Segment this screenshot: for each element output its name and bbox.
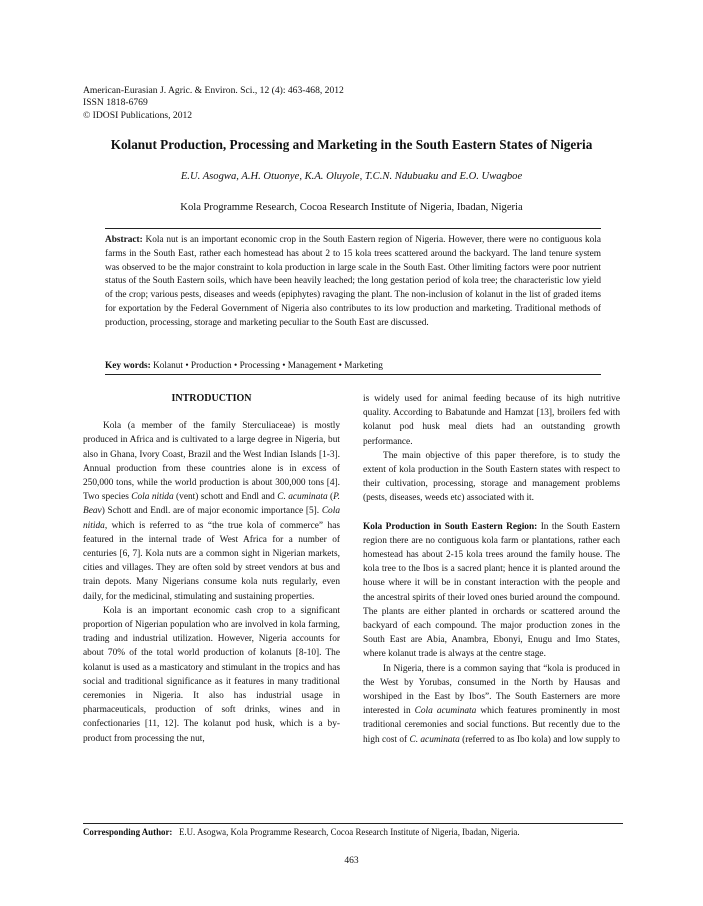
paper-title: Kolanut Production, Processing and Marketing in the South Eastern States of Nigeria: [110, 137, 593, 152]
paper-affiliation: Kola Programme Research, Cocoa Research Institute of Nigeria, Ibadan, Nigeria: [180, 202, 523, 213]
issn: ISSN 1818-6769: [83, 97, 148, 109]
introduction-heading: INTRODUCTION: [171, 393, 252, 404]
abstract-text: Kola nut is an important economic crop in the South Eastern region of Nigeria. However, there were no contiguous kola farms in the South East, rather each homestead has about 2 to 15 kola trees scattered around the backyard. The land tenure system was observed to be the major constraint to kola production in large scale in the South East. Other limiting factors were poor nutrient status of the South Eastern soils, which have been heavily leached; the long gestation period of kola tree; the characteristic low yield of the crop; various pests, diseases and weeds (epiphytes) ravaging the plant. The non-inclusion of kolanut in the list of graded items for exportation by the Federal Government of Nigeria also contributes to its low production and marketing. Traditional methods of production, processing, storage and marketing peculiar to the South East are discussed.: [105, 235, 601, 328]
journal-header: [83, 85, 344, 122]
keywords-list: Kolanut • Production • Processing • Management • Marketing: [153, 361, 383, 371]
abstract-top-rule: [105, 228, 601, 229]
section-heading: Kola Production in South Eastern Region:: [363, 521, 538, 532]
intro-paragraph-2: Kola is an important economic cash crop to a significant proportion of Nigerian population who are involved in kola farming, trading and industrial utilization. However, Nigeria accounts for about 70% of the total world production of kolanuts [8-10]. The kolanut is used as a masticatory and stimulant in the tropics and has social and traditional significance as it features in many traditional ceremonies in Nigeria. It also has industrial usage in pharmaceuticals, production of soft drinks, wines and in confectionaries [11, 12]. The kolanut pod husk, which is a by-product from processing the nut,: [83, 605, 340, 744]
corresponding-author-label: Corresponding Author:: [83, 827, 173, 837]
right-paragraph-4: In Nigeria, there is a common saying that “kola is produced in the West by Yorubas, consumed in the North by Hausas and worshiped in the East by Ibos”. The South Easterners are more interested in Cola acuminata which features prominently in most traditional ceremonies and social functions. But recently due to the high cost of C. acuminata (referred to as Ibo kola) and low supply to: [363, 663, 620, 745]
abstract-label: Abstract:: [105, 235, 143, 245]
right-paragraph-1: is widely used for animal feeding because of its high nutritive quality. According to Babatunde and Hamzat [13], broilers fed with kolanut pod husk meal diets had an outstanding growth performance.: [363, 394, 620, 447]
intro-paragraph-1: Kola (a member of the family Sterculiaceae) is mostly produced in Africa and is cultivated to a large degree in Nigeria, but also in Ghana, Ivory Coast, Brazil and the West Indian Islands [1-3]. Annual production from these countries alone is in excess of 250,000 tons, while the world production is about 300,000 tons [4]. Two species Cola nitida (vent) schott and Endl and C. acuminata (P. Beav) Schott and Endl. are of major economic importance [5]. Cola nitida, which is referred to as “the true kola of commerce” has featured in the internal trade of West Africa for a number of centuries [6, 7]. Kola nuts are a common sight in Nigerian markets, cities and villages. They are often sold by street vendors at bus and train depots. Many Nigerians consume kola nuts regularly, even daily, for the medicinal, stimulating and sustaining properties.: [83, 421, 341, 602]
footer-rule: [83, 823, 623, 824]
keywords: [105, 361, 383, 371]
copyright: © IDOSI Publications, 2012: [83, 109, 193, 121]
paper-authors: E.U. Asogwa, A.H. Otuonye, K.A. Oluyole, T.C.N. Ndubuaku and E.O. Uwagboe: [180, 171, 523, 182]
abstract: [105, 234, 601, 331]
journal-citation: American-Eurasian J. Agric. & Environ. Sci., 12 (4): 463-468, 2012: [83, 85, 344, 96]
section-production-paragraph: Kola Production in South Eastern Region: In the South Eastern region there are no contiguous kola farm or plantations, rather each homestead has about 2-15 kola trees around the family house. The kola tree to the Ibos is a sacred plant; hence it is planted around the house where it will be in constant interaction with the people and the ancestral spirits of their loved ones buried around the compound. The plants are either planted in orchards or scattered around the backyard of each compound. The major production zones in the South East are Abia, Anambra, Ebonyi, Enugu and Imo States, where kolanut trade is always at the centre stage.: [363, 521, 620, 660]
page-number: 463: [344, 856, 359, 866]
keywords-label: Key words:: [105, 361, 151, 371]
corresponding-author: [83, 827, 520, 837]
left-column: [83, 392, 340, 746]
keywords-rule: [105, 374, 601, 375]
right-paragraph-2: The main objective of this paper therefore, is to study the extent of kola production in the South Eastern states with respect to their cultivation, processing, storage and management problems (pests, diseases, weeds etc) associated with it.: [363, 450, 620, 504]
corresponding-author-text: E.U. Asogwa, Kola Programme Research, Cocoa Research Institute of Nigeria, Ibadan, Nigeria.: [179, 827, 520, 837]
right-column: [363, 392, 620, 747]
